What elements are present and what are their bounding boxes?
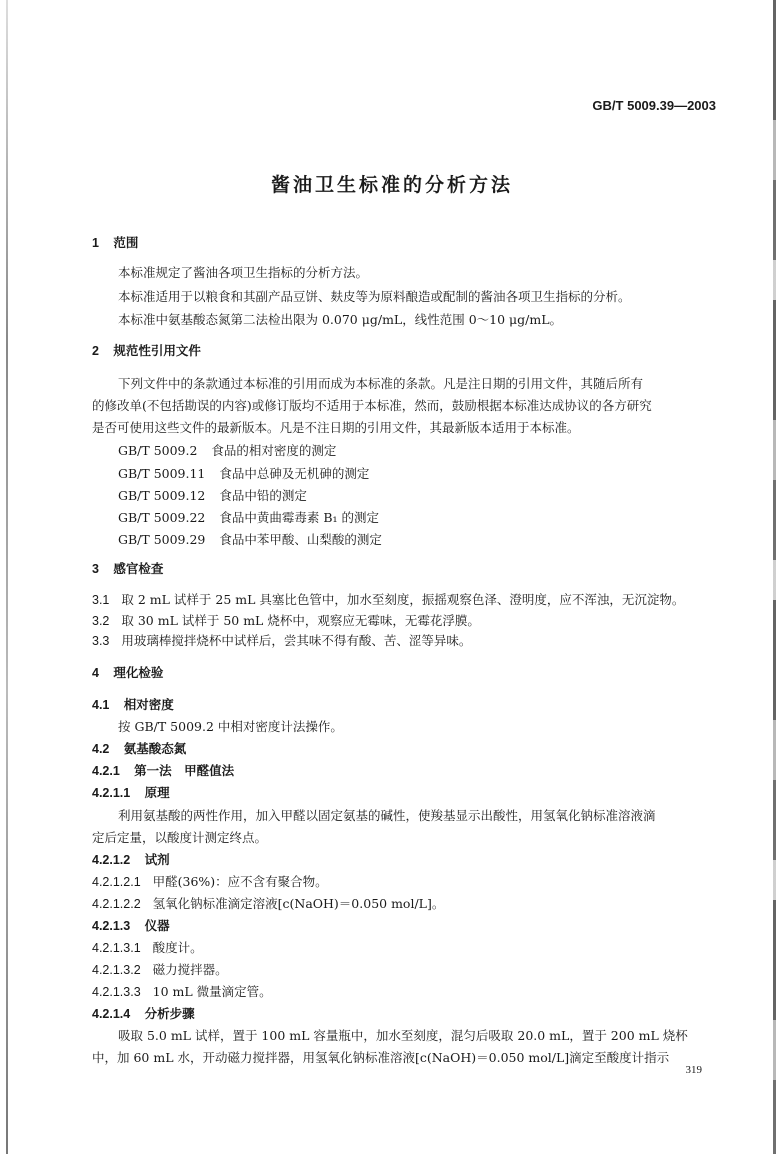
- reference-code: GB/T 5009.29: [118, 532, 206, 547]
- section-title: 第一法 甲醛值法: [134, 763, 235, 778]
- section-number: 4.2.1.1: [92, 786, 131, 800]
- clause-item: [92, 874, 328, 890]
- reference-name: 食品中黄曲霉毒素 B₁ 的测定: [219, 510, 380, 525]
- section-number: 1: [92, 236, 99, 250]
- reference-item: [118, 466, 369, 482]
- section-title: 原理: [144, 785, 170, 800]
- clause-item: [92, 633, 471, 649]
- reference-code: GB/T 5009.11: [118, 466, 206, 481]
- clause-item: [92, 984, 272, 1000]
- reference-item: [118, 532, 382, 548]
- reference-name: 食品中总砷及无机砷的测定: [219, 466, 370, 481]
- subsection-4-1-heading: [92, 697, 174, 713]
- paragraph: 本标准规定了酱油各项卫生指标的分析方法。: [118, 265, 369, 280]
- paragraph-line: 中，加 60 mL 水，开动磁力搅拌器，用氢氧化钠标准溶液[c(NaOH)＝0.050 mol/L]滴定至酸度计指示: [92, 1050, 670, 1065]
- section-number: 2: [92, 344, 99, 358]
- section-title: 仪器: [144, 918, 170, 933]
- section-1-heading: [92, 235, 138, 251]
- clause-text: 用玻璃棒搅拌烧杯中试样后，尝其味不得有酸、苦、涩等异味。: [121, 633, 472, 648]
- standard-number: GB/T 5009.39—2003: [592, 98, 716, 113]
- section-number: 4.2: [92, 742, 110, 756]
- section-4-heading: [92, 665, 163, 681]
- section-number: 4.1: [92, 698, 110, 712]
- section-title: 分析步骤: [144, 1006, 195, 1021]
- paragraph-line: 下列文件中的条款通过本标准的引用而成为本标准的条款。凡是注日期的引用文件，其随后所有: [118, 376, 644, 391]
- clause-item: [92, 592, 684, 608]
- clause-item: [92, 896, 444, 912]
- paragraph-line: 定后定量，以酸度计测定终点。: [92, 830, 268, 845]
- subsection-4-2-1-3-heading: [92, 918, 170, 934]
- section-title: 规范性引用文件: [113, 343, 201, 358]
- reference-code: GB/T 5009.12: [118, 488, 206, 503]
- clause-number: 4.2.1.3.1: [92, 941, 141, 955]
- section-title: 试剂: [144, 852, 170, 867]
- clause-number: 3.3: [92, 634, 110, 648]
- clause-text: 甲醛(36%)：应不含有聚合物。: [152, 874, 328, 889]
- clause-text: 取 30 mL 试样于 50 mL 烧杯中，观察应无霉味，无霉花浮膜。: [121, 613, 480, 628]
- section-number: 4.2.1.4: [92, 1007, 131, 1021]
- clause-number: 3.2: [92, 614, 110, 628]
- subsection-4-2-1-2-heading: [92, 852, 170, 868]
- subsection-4-2-1-heading: [92, 763, 234, 779]
- reference-name: 食品中铅的测定: [219, 488, 307, 503]
- section-title: 感官检查: [113, 561, 164, 576]
- clause-number: 3.1: [92, 593, 110, 607]
- clause-item: [92, 940, 203, 956]
- subsection-4-2-1-4-heading: [92, 1006, 195, 1022]
- clause-text: 取 2 mL 试样于 25 mL 具塞比色管中，加水至刻度，振摇观察色泽、澄明度，应不浑浊，无沉淀物。: [121, 592, 685, 607]
- clause-number: 4.2.1.2.2: [92, 897, 141, 911]
- paragraph-line: 利用氨基酸的两性作用，加入甲醛以固定氨基的碱性，使羧基显示出酸性，用氢氧化钠标准溶液滴: [118, 808, 656, 823]
- reference-item: [118, 488, 307, 504]
- paragraph: 本标准中氨基酸态氮第二法检出限为 0.070 μg/mL，线性范围 0～10 μg/mL。: [118, 312, 563, 327]
- section-3-heading: [92, 561, 163, 577]
- subsection-4-2-1-1-heading: [92, 785, 170, 801]
- reference-code: GB/T 5009.22: [118, 510, 206, 525]
- clause-item: [92, 962, 228, 978]
- reference-name: 食品的相对密度的测定: [211, 443, 337, 458]
- reference-item: [118, 510, 379, 526]
- section-number: 4.2.1.3: [92, 919, 131, 933]
- page-number: 319: [685, 1064, 702, 1076]
- clause-number: 4.2.1.3.3: [92, 985, 141, 999]
- paragraph-line: 吸取 5.0 mL 试样，置于 100 mL 容量瓶中，加水至刻度，混匀后吸取 20.0 mL，置于 200 mL 烧杯: [118, 1028, 688, 1043]
- section-title: 相对密度: [123, 697, 174, 712]
- section-2-heading: [92, 343, 201, 359]
- clause-number: 4.2.1.2.1: [92, 875, 141, 889]
- section-title: 理化检验: [113, 665, 164, 680]
- paragraph-line: 是否可使用这些文件的最新版本。凡是不注日期的引用文件，其最新版本适用于本标准。: [92, 420, 580, 435]
- section-number: 4.2.1.2: [92, 853, 131, 867]
- paragraph-line: 的修改单(不包括勘误的内容)或修订版均不适用于本标准，然而，鼓励根据本标准达成协议的各方研究: [92, 398, 652, 413]
- reference-item: [118, 443, 336, 459]
- reference-name: 食品中苯甲酸、山梨酸的测定: [219, 532, 382, 547]
- section-title: 氨基酸态氮: [123, 741, 187, 756]
- paragraph: 本标准适用于以粮食和其副产品豆饼、麸皮等为原料酿造或配制的酱油各项卫生指标的分析。: [118, 289, 631, 304]
- clause-text: 磁力搅拌器。: [152, 962, 228, 977]
- document-title: 酱油卫生标准的分析方法: [270, 174, 513, 196]
- section-title: 范围: [113, 235, 139, 250]
- section-number: 4.2.1: [92, 764, 120, 778]
- clause-item: [92, 613, 480, 629]
- subsection-4-2-heading: [92, 741, 186, 757]
- clause-text: 10 mL 微量滴定管。: [152, 984, 272, 999]
- clause-text: 氢氧化钠标准滴定溶液[c(NaOH)＝0.050 mol/L]。: [152, 896, 445, 911]
- paragraph: 按 GB/T 5009.2 中相对密度计法操作。: [118, 719, 343, 734]
- clause-number: 4.2.1.3.2: [92, 963, 141, 977]
- clause-text: 酸度计。: [152, 940, 203, 955]
- section-number: 3: [92, 562, 99, 576]
- reference-code: GB/T 5009.2: [118, 443, 198, 458]
- section-number: 4: [92, 666, 99, 680]
